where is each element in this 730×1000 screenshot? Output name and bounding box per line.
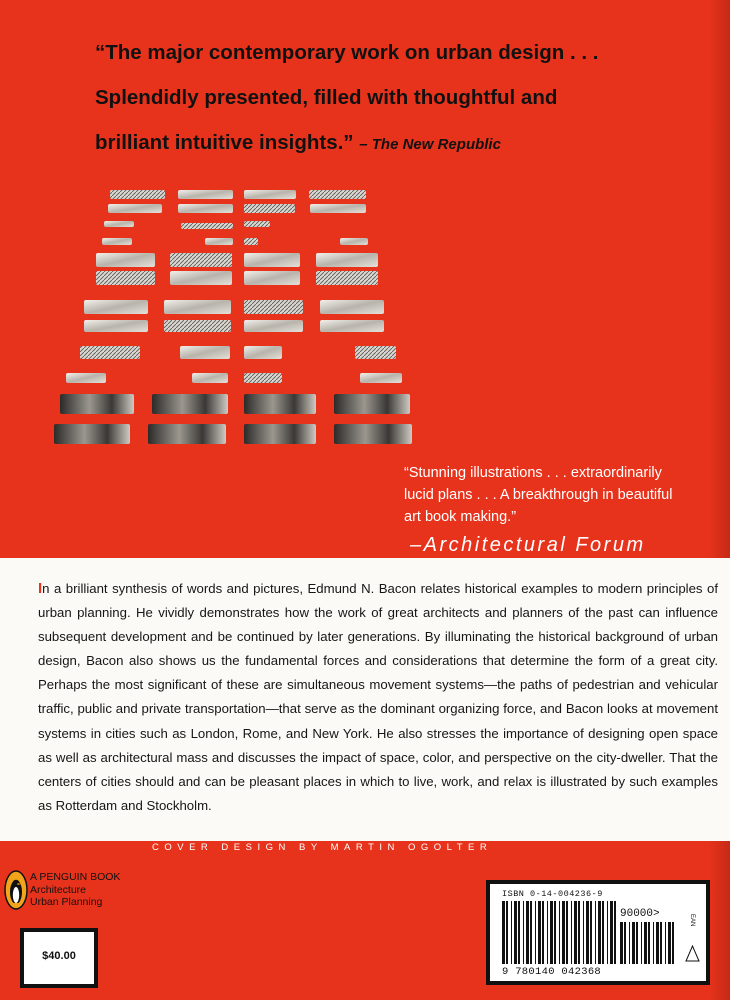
mosaic-tile xyxy=(320,300,384,314)
barcode-box xyxy=(486,880,710,985)
mosaic-tile xyxy=(96,271,155,285)
mosaic-tile xyxy=(310,204,366,213)
mosaic-tile xyxy=(181,223,233,229)
barcode-bar xyxy=(562,901,565,964)
mosaic-tile xyxy=(192,373,228,383)
mosaic-tile xyxy=(334,394,410,414)
mosaic-tile xyxy=(360,373,402,383)
mosaic-tile xyxy=(60,394,134,414)
mosaic-tile xyxy=(178,204,233,213)
barcode-bar xyxy=(644,922,647,964)
mosaic-tile xyxy=(178,190,233,199)
mosaic-tile xyxy=(80,346,140,359)
right-quote xyxy=(404,462,722,556)
penguin-icon xyxy=(4,870,28,910)
addon-number: 90000> xyxy=(620,908,660,920)
mosaic-tile xyxy=(170,253,232,267)
mosaic-tile xyxy=(164,320,231,332)
barcode-bar xyxy=(598,901,601,964)
barcode-bar xyxy=(648,922,650,964)
mosaic-tile xyxy=(205,238,233,245)
barcode-bar xyxy=(586,901,589,964)
top-quote-source: – The New Republic xyxy=(359,136,501,153)
barcode-bar xyxy=(542,901,544,964)
barcode-bar xyxy=(550,901,553,964)
mosaic-tile xyxy=(244,238,258,245)
barcode-bar xyxy=(656,922,659,964)
barcode-bar xyxy=(523,901,524,964)
barcode-bar xyxy=(578,901,580,964)
main-barcode xyxy=(502,901,616,964)
barcode-bar xyxy=(590,901,592,964)
barcode-bar xyxy=(554,901,556,964)
barcode-bar xyxy=(566,901,568,964)
barcode-bar xyxy=(660,922,662,964)
mosaic-tile xyxy=(102,238,132,245)
drop-cap: I xyxy=(38,580,43,597)
barcode-bar xyxy=(632,922,635,964)
publisher-name: A PENGUIN BOOK xyxy=(30,871,121,883)
barcode-bar xyxy=(610,901,613,964)
mosaic-tile xyxy=(170,271,232,285)
barcode-bar xyxy=(502,901,505,964)
mosaic-tile xyxy=(164,300,231,314)
mosaic-tile xyxy=(96,253,155,267)
top-quote-line-2: Splendidly presented, filled with thoughtful and xyxy=(95,86,558,109)
mosaic-tiles xyxy=(54,190,412,444)
right-quote-line-2: lucid plans . . . A breakthrough in beautiful xyxy=(404,487,673,503)
mosaic-tile xyxy=(110,190,165,199)
top-quote-line-3-text: brilliant intuitive insights.” xyxy=(95,131,354,154)
barcode-bar xyxy=(607,901,608,964)
mosaic-tile xyxy=(84,320,148,332)
barcode-bar xyxy=(571,901,572,964)
price-box xyxy=(20,928,98,988)
mosaic-tile xyxy=(355,346,396,359)
barcode-bar xyxy=(653,922,654,964)
mosaic-tile xyxy=(180,346,230,359)
mosaic-tile xyxy=(66,373,106,383)
mosaic-tile xyxy=(244,221,270,227)
barcode-bar xyxy=(629,922,630,964)
mosaic-tile xyxy=(244,320,303,332)
mosaic-tile xyxy=(320,320,384,332)
barcode-bar xyxy=(518,901,520,964)
barcode-bar xyxy=(514,901,517,964)
mosaic-tile xyxy=(244,253,300,267)
right-quote-line-1: “Stunning illustrations . . . extraordinarily xyxy=(404,465,662,481)
barcode-bar xyxy=(641,922,642,964)
right-quote-source: –Architectural Forum xyxy=(410,534,646,556)
price: $40.00 xyxy=(42,950,76,962)
barcode-bar xyxy=(511,901,512,964)
publisher-info xyxy=(30,871,120,909)
barcode-bar xyxy=(547,901,548,964)
category-urban-planning: Urban Planning xyxy=(30,896,103,908)
barcode-bar xyxy=(595,901,596,964)
right-quote-line-3: art book making.” xyxy=(404,509,517,525)
description-body: n a brilliant synthesis of words and pictures, Edmund N. Bacon relates historical examples to modern principles of urban planning. He vividly demonstrates how the work of great architects and planners of the past can influence subsequent development and be continued by later generations. By illuminating the historical background of urban design, Bacon also shows us the fundamental forces and considerations that determine the form of a great city. Perhaps the most significant of these are simultaneous movement systems—the paths of pedestrian and vehicular traffic, public and private transportation—that serve as the dominant organizing force, and Bacon looks at movement systems in cities such as London, Rome, and New York. He also stresses the importance of designing open space as well as architectural mass and discusses the impact of space, color, and perspective on the city-dweller. That the centers of cities should and can be pleasant places in which to live, work, and relax is illustrated by such examples as Rotterdam and Stockholm. xyxy=(38,581,718,813)
barcode-digits: 9 780140 042368 xyxy=(502,966,602,978)
triangle-icon xyxy=(686,946,699,961)
barcode-bar xyxy=(583,901,584,964)
mosaic-tile xyxy=(108,204,162,213)
mosaic-tile xyxy=(244,271,300,285)
mosaic-tile xyxy=(244,190,296,199)
barcode-bar xyxy=(668,922,671,964)
mosaic-tile xyxy=(244,394,316,414)
mosaic-tile xyxy=(309,190,366,199)
barcode-bar xyxy=(672,922,674,964)
ean-label: EAN xyxy=(689,914,695,927)
barcode-bar xyxy=(602,901,604,964)
isbn-number: ISBN 0-14-004236-9 xyxy=(502,889,603,899)
mosaic-tile xyxy=(244,346,282,359)
barcode-bar xyxy=(614,901,616,964)
barcode-bar xyxy=(624,922,626,964)
barcode-bar xyxy=(574,901,577,964)
description-text xyxy=(38,577,718,818)
cover-credit: COVER DESIGN BY MARTIN OGOLTER xyxy=(152,842,493,853)
top-quote-line-1: “The major contemporary work on urban design . . . xyxy=(95,41,599,64)
mosaic-tile xyxy=(316,271,378,285)
mosaic-tile xyxy=(244,424,316,444)
barcode-bar xyxy=(506,901,508,964)
category-architecture: Architecture xyxy=(30,883,87,896)
addon-barcode xyxy=(620,922,674,964)
barcode-bar xyxy=(636,922,638,964)
mosaic-tile xyxy=(334,424,412,444)
barcode-bar xyxy=(530,901,532,964)
barcode-bar xyxy=(665,922,666,964)
mosaic-tile xyxy=(244,204,295,213)
cover-photo-mosaic xyxy=(0,0,730,460)
mosaic-tile xyxy=(54,424,130,444)
barcode-bar xyxy=(620,922,623,964)
mosaic-tile xyxy=(244,300,303,314)
barcode-bar xyxy=(559,901,560,964)
mosaic-tile xyxy=(152,394,228,414)
mosaic-tile xyxy=(316,253,378,267)
barcode-bar xyxy=(535,901,536,964)
mosaic-tile xyxy=(84,300,148,314)
mosaic-tile xyxy=(104,221,134,227)
mosaic-tile xyxy=(340,238,368,245)
barcode-bar xyxy=(526,901,529,964)
barcode-bar xyxy=(538,901,541,964)
mosaic-tile xyxy=(148,424,226,444)
mosaic-tile xyxy=(244,373,282,383)
